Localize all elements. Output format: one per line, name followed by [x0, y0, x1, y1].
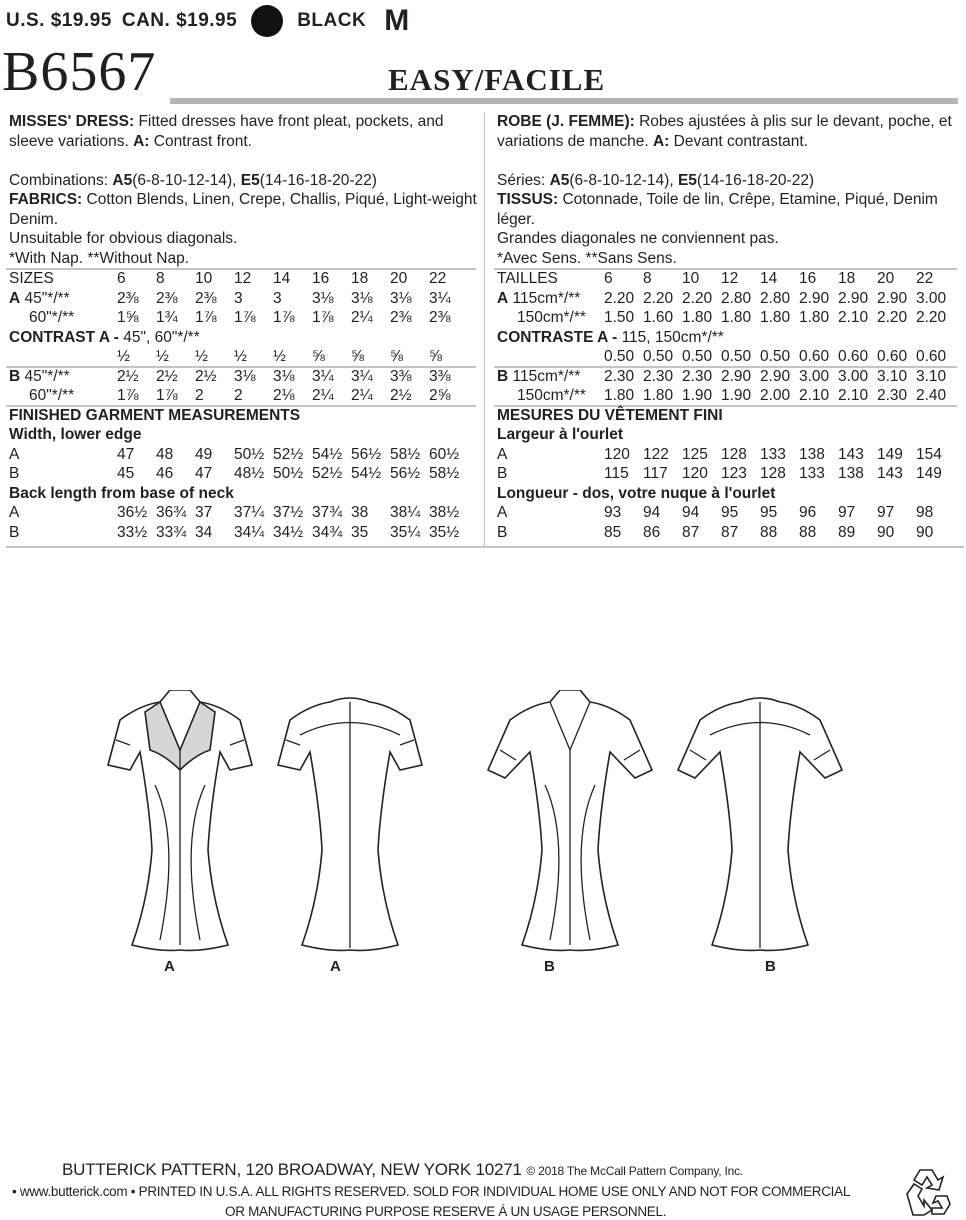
row-label: A 115cm*/** [497, 289, 581, 307]
fabrics-text: Cotonnade, Toile de lin, Crêpe, Etamine, Piqué, Denim léger. [497, 191, 938, 228]
row-value: 6 [117, 270, 126, 287]
row-value: 2¼ [351, 387, 373, 404]
row-value: 123 [721, 465, 747, 482]
row-value: 6 [604, 270, 613, 287]
table-row [9, 328, 479, 348]
row-label: SIZES [9, 270, 54, 287]
column-divider [484, 112, 485, 548]
row-label: Longueur - dos, votre nuque à l'ourlet [497, 484, 776, 502]
row-value: 95 [760, 504, 778, 521]
row-value: 128 [721, 445, 747, 463]
fabrics-label: FABRICS: [9, 191, 83, 208]
row-value: 3.00 [799, 367, 830, 385]
row-value: 2.30 [604, 367, 635, 385]
row-value: 2.30 [643, 367, 674, 385]
row-value: 149 [877, 445, 903, 463]
table-row [497, 445, 960, 465]
row-value: 38½ [429, 504, 460, 521]
table-row [497, 328, 960, 348]
row-value: 94 [643, 504, 661, 521]
row-label: 60"*/** [29, 387, 75, 404]
row-value: 2.80 [760, 289, 791, 307]
row-value: 8 [156, 270, 165, 287]
row-value: 2.20 [916, 309, 947, 326]
view-b-front-drawing [488, 690, 652, 950]
row-value: 2⅛ [273, 387, 295, 404]
row-value: 3 [234, 289, 243, 307]
row-value: 35 [351, 523, 369, 541]
color-label: BLACK [297, 10, 367, 31]
row-value: 2½ [195, 367, 217, 385]
table-row [497, 406, 960, 426]
row-value: 58½ [390, 445, 421, 463]
row-value: 1.80 [643, 387, 674, 404]
row-value: 125 [682, 445, 708, 463]
row-value: 2½ [156, 367, 178, 385]
row-value: 34¾ [312, 523, 343, 541]
row-value: 2.90 [838, 289, 869, 307]
row-value: 149 [916, 465, 942, 482]
rights-text: PRINTED IN U.S.A. ALL RIGHTS RESERVED. SOLD FOR INDIVIDUAL HOME USE ONLY AND NOT FOR COMMERCIAL [138, 1184, 851, 1199]
table-row [497, 464, 960, 484]
row-value: 56½ [351, 445, 382, 463]
row-value: 3¼ [429, 289, 451, 307]
row-value: 1⅞ [195, 309, 217, 326]
table-row [9, 367, 479, 387]
row-value: 0.50 [721, 348, 752, 365]
row-value: 1.90 [721, 387, 752, 404]
technical-drawings [80, 690, 900, 960]
row-value: 2 [234, 387, 243, 404]
row-value: 1¾ [156, 309, 178, 326]
title: MISSES' DRESS: [9, 113, 135, 130]
row-value: 10 [195, 270, 213, 287]
row-value: 1.60 [643, 309, 674, 326]
view-label: A [164, 958, 175, 975]
table-row [9, 503, 479, 523]
table-row [9, 289, 479, 309]
row-value: 2¼ [351, 309, 373, 326]
row-value: 90 [916, 523, 934, 541]
row-value: 143 [877, 465, 903, 482]
row-value: 1⅝ [117, 309, 139, 326]
color-swatch-icon [251, 5, 283, 37]
row-value: 3⅛ [351, 289, 373, 307]
row-value: 60½ [429, 445, 460, 463]
row-value: 3⅛ [234, 367, 256, 385]
row-value: 117 [643, 465, 668, 482]
row-value: 133 [799, 465, 825, 482]
row-label: MESURES DU VÊTEMENT FINI [497, 406, 723, 424]
row-label: FINISHED GARMENT MEASUREMENTS [9, 406, 301, 424]
row-value: 52½ [312, 465, 343, 482]
table-row [9, 347, 479, 367]
table-row [9, 406, 479, 426]
row-value: 3⅜ [390, 367, 412, 385]
row-value: 10 [682, 270, 700, 287]
row-value: 1.80 [604, 387, 635, 404]
size-code: M [384, 4, 410, 37]
unsuitable-note: Unsuitable for obvious diagonals. [9, 230, 238, 247]
rights-line [12, 1184, 850, 1199]
yardage-table-french [497, 268, 960, 548]
row-value: 2.00 [760, 387, 791, 404]
row-value: 18 [351, 270, 369, 287]
copyright: © 2018 The McCall Pattern Company, Inc. [526, 1164, 744, 1178]
row-value: 93 [604, 504, 622, 521]
row-value: 1.80 [799, 309, 830, 326]
row-value: 88 [799, 523, 817, 541]
description: Fitted dresses have front pleat, pockets, and sleeve variations. [9, 113, 444, 150]
row-value: 115 [604, 465, 629, 482]
row-value: 54½ [351, 465, 382, 482]
row-value: 138 [799, 445, 825, 463]
row-value: 34 [195, 523, 213, 541]
row-value: 1.80 [760, 309, 791, 326]
row-value: 154 [916, 445, 942, 463]
table-row [497, 367, 960, 387]
row-value: 2 [195, 387, 204, 404]
row-value: 1.80 [721, 309, 752, 326]
row-value: 0.50 [604, 348, 635, 365]
row-value: 0.60 [916, 348, 947, 365]
row-value: 2.30 [682, 367, 713, 385]
row-label: CONTRAST A - 45", 60"*/** [9, 328, 200, 346]
table-row [497, 484, 960, 504]
combo-sizes: (14-16-18-20-22) [259, 171, 377, 189]
row-value: 2⅜ [117, 289, 139, 307]
row-value: 1⅞ [312, 309, 334, 326]
row-value: 120 [682, 465, 708, 482]
table-row [497, 289, 960, 309]
row-value: 2.90 [799, 289, 830, 307]
table-row [9, 308, 479, 328]
fabrics-text: Cotton Blends, Linen, Crepe, Challis, Piqué, Light-weight Denim. [9, 191, 477, 228]
row-value: 3¼ [312, 367, 334, 385]
combinations-label: Séries: [497, 171, 546, 189]
row-value: 97 [877, 504, 895, 521]
row-label: Largeur à l'ourlet [497, 426, 623, 443]
table-row [497, 308, 960, 328]
row-value: 2½ [117, 367, 139, 385]
address: BUTTERICK PATTERN, 120 BROADWAY, NEW YORK 10271 [62, 1160, 522, 1179]
row-label: A [497, 504, 508, 521]
row-value: 1⅞ [234, 309, 256, 326]
row-label: A [497, 445, 508, 463]
row-label: B 115cm*/** [497, 367, 581, 385]
website-link[interactable]: • www.butterick.com • [12, 1184, 136, 1199]
row-value: 85 [604, 523, 622, 541]
publisher-address [62, 1160, 743, 1180]
row-label: B [9, 523, 20, 541]
row-value: 3⅜ [429, 367, 451, 385]
row-value: ⅝ [312, 348, 325, 365]
row-label: A [9, 445, 20, 463]
row-label: B 45"*/** [9, 367, 70, 385]
row-label: CONTRASTE A - 115, 150cm*/** [497, 328, 724, 346]
row-value: 14 [273, 270, 291, 287]
row-value: 96 [799, 504, 817, 521]
view-a-label: A: [133, 132, 150, 150]
table-row [9, 445, 479, 465]
row-value: 87 [682, 523, 700, 541]
row-value: 34½ [273, 523, 304, 541]
row-value: 20 [390, 270, 408, 287]
row-value: 12 [234, 270, 252, 287]
description: Robes ajustées à plis sur le devant, poche, et variations de manche. [497, 113, 952, 150]
table-row [497, 269, 960, 289]
row-value: 1.80 [682, 309, 713, 326]
row-value: 48 [156, 445, 174, 463]
row-label: B [497, 523, 508, 541]
row-value: 2.20 [643, 289, 674, 307]
row-value: 1⅞ [273, 309, 295, 326]
combo-code: E5 [240, 171, 260, 189]
row-value: ½ [156, 348, 169, 365]
row-value: 2.20 [877, 309, 908, 326]
row-value: 3⅛ [273, 367, 295, 385]
row-value: 16 [312, 270, 330, 287]
row-value: 36¾ [156, 504, 187, 521]
row-value: 143 [838, 445, 864, 463]
row-value: 2.10 [838, 387, 869, 404]
row-value: ⅝ [390, 348, 403, 365]
row-value: 50½ [234, 445, 265, 463]
row-value: 95 [721, 504, 739, 521]
unsuitable-note: Grandes diagonales ne conviennent pas. [497, 230, 779, 247]
combo-sizes: (14-16-18-20-22) [696, 171, 815, 189]
french-description [497, 112, 962, 268]
row-value: 20 [877, 270, 895, 287]
row-value: 0.50 [643, 348, 674, 365]
row-value: 3.10 [877, 367, 908, 385]
combo-code: E5 [677, 171, 697, 189]
difficulty-label: EASY/FACILE [388, 62, 606, 97]
row-value: 0.60 [799, 348, 830, 365]
row-label: 60"*/** [29, 309, 75, 326]
recycle-icon [902, 1166, 952, 1216]
price-line [6, 4, 410, 38]
row-value: 3¼ [351, 367, 373, 385]
row-value: 97 [838, 504, 856, 521]
row-value: ½ [234, 348, 247, 365]
title: ROBE (J. FEMME): [497, 113, 635, 130]
row-value: 0.60 [838, 348, 869, 365]
row-value: ½ [117, 348, 130, 365]
view-label: A [330, 958, 341, 975]
row-value: 2.10 [799, 387, 830, 404]
row-value: 8 [643, 270, 652, 287]
row-value: 138 [838, 465, 864, 482]
row-value: 3.00 [916, 289, 947, 307]
row-value: 98 [916, 504, 934, 521]
row-label: Back length from base of neck [9, 484, 234, 502]
row-value: 3.10 [916, 367, 947, 385]
row-value: 46 [156, 465, 174, 482]
row-label: 150cm*/** [517, 387, 586, 404]
table-row [9, 386, 479, 406]
row-value: 14 [760, 270, 778, 287]
row-value: 2.10 [838, 309, 869, 326]
row-value: 2⅜ [429, 309, 451, 326]
row-value: 1.90 [682, 387, 713, 404]
row-label: A [9, 504, 20, 521]
table-row [9, 269, 479, 289]
row-value: ⅝ [429, 348, 442, 365]
row-value: 37¼ [234, 504, 265, 521]
combo-sizes: (6-8-10-12-14), [569, 171, 674, 189]
row-value: 1.50 [604, 309, 635, 326]
price-us: U.S. $19.95 [6, 10, 112, 31]
row-value: 2¼ [312, 387, 334, 404]
table-row [497, 425, 960, 445]
row-value: 38 [351, 504, 369, 521]
view-label: B [765, 958, 776, 975]
row-value: 36½ [117, 504, 148, 521]
row-value: 35½ [429, 523, 460, 541]
row-value: 12 [721, 270, 739, 287]
row-value: 37 [195, 504, 213, 521]
row-value: 34¼ [234, 523, 265, 541]
english-description [9, 112, 479, 268]
row-value: 90 [877, 523, 895, 541]
row-value: 47 [195, 465, 213, 482]
row-value: 89 [838, 523, 856, 541]
fabrics-label: TISSUS: [497, 191, 559, 208]
row-label: A 45"*/** [9, 289, 70, 307]
row-value: 22 [429, 270, 447, 287]
rights-text-2: OR MANUFACTURING PURPOSE RESERVE Á UN USAGE PERSONNEL. [225, 1204, 667, 1219]
row-value: 2.40 [916, 387, 947, 404]
row-value: 2⅜ [195, 289, 217, 307]
yardage-table-english [9, 268, 479, 548]
header-divider [170, 98, 958, 104]
row-value: 18 [838, 270, 856, 287]
row-value: 2.90 [877, 289, 908, 307]
table-row [9, 425, 479, 445]
table-row [497, 523, 960, 543]
row-value: 2½ [390, 387, 412, 404]
row-value: 122 [643, 445, 669, 463]
view-a-back-drawing [278, 698, 422, 950]
row-value: 35¼ [390, 523, 421, 541]
row-value: 48½ [234, 465, 265, 482]
table-row [9, 484, 479, 504]
view-b-back-drawing [678, 698, 842, 950]
table-row [497, 503, 960, 523]
row-value: 3⅛ [312, 289, 334, 307]
row-value: 50½ [273, 465, 304, 482]
row-label: 150cm*/** [517, 309, 586, 326]
row-value: 2.20 [604, 289, 635, 307]
row-value: 56½ [390, 465, 421, 482]
pattern-number: B6567 [2, 41, 157, 103]
table-row [9, 464, 479, 484]
row-value: 0.50 [760, 348, 791, 365]
view-a-label: A: [652, 132, 670, 150]
price-can: CAN. $19.95 [121, 10, 238, 31]
combinations-label: Combinations: [9, 171, 109, 189]
row-label: Width, lower edge [9, 426, 142, 443]
row-value: 47 [117, 445, 135, 463]
table-row [9, 523, 479, 543]
row-value: 133 [760, 445, 786, 463]
row-value: 0.60 [877, 348, 908, 365]
row-value: 2⅜ [156, 289, 178, 307]
row-value: 2.90 [721, 367, 752, 385]
row-value: 94 [682, 504, 700, 521]
row-value: ⅝ [351, 348, 364, 365]
combo-sizes: (6-8-10-12-14), [132, 171, 237, 189]
row-value: 2⅝ [429, 387, 451, 404]
view-a-text: Devant contrastant. [673, 132, 809, 150]
row-value: ½ [195, 348, 208, 365]
row-value: 2.30 [877, 387, 908, 404]
row-value: 1⅞ [117, 387, 139, 404]
view-a-front-drawing [108, 690, 252, 950]
row-value: 49 [195, 445, 213, 463]
row-value: 33¾ [156, 523, 187, 541]
row-value: 38¼ [390, 504, 421, 521]
row-value: 3 [273, 289, 282, 307]
row-value: 22 [916, 270, 934, 287]
row-value: 58½ [429, 465, 460, 482]
row-value: 37½ [273, 504, 304, 521]
row-value: 120 [604, 445, 630, 463]
row-value: 3.00 [838, 367, 869, 385]
view-a-text: Contrast front. [153, 132, 252, 150]
row-value: 2.90 [760, 367, 791, 385]
table-row [497, 386, 960, 406]
combo-code: A5 [112, 171, 133, 189]
row-label: TAILLES [497, 270, 558, 287]
table-row [497, 347, 960, 367]
row-value: 16 [799, 270, 817, 287]
row-value: 128 [760, 465, 786, 482]
row-value: 52½ [273, 445, 304, 463]
row-value: 3⅛ [390, 289, 412, 307]
row-label: B [9, 465, 20, 482]
combo-code: A5 [549, 171, 570, 189]
view-label: B [544, 958, 555, 975]
row-value: 2.80 [721, 289, 752, 307]
row-value: 45 [117, 465, 135, 482]
nap-note: *With Nap. **Without Nap. [9, 249, 190, 267]
row-label: B [497, 465, 508, 482]
nap-note: *Avec Sens. **Sans Sens. [497, 249, 677, 267]
row-value: 54½ [312, 445, 343, 463]
row-value: 33½ [117, 523, 148, 541]
table-bottom-rule [6, 546, 964, 548]
row-value: 1⅞ [156, 387, 178, 404]
row-value: 87 [721, 523, 739, 541]
row-value: 0.50 [682, 348, 713, 365]
row-value: 88 [760, 523, 778, 541]
row-value: 86 [643, 523, 661, 541]
row-value: ½ [273, 348, 286, 365]
row-value: 37¾ [312, 504, 343, 521]
row-value: 2.20 [682, 289, 713, 307]
row-value: 2⅜ [390, 309, 412, 326]
